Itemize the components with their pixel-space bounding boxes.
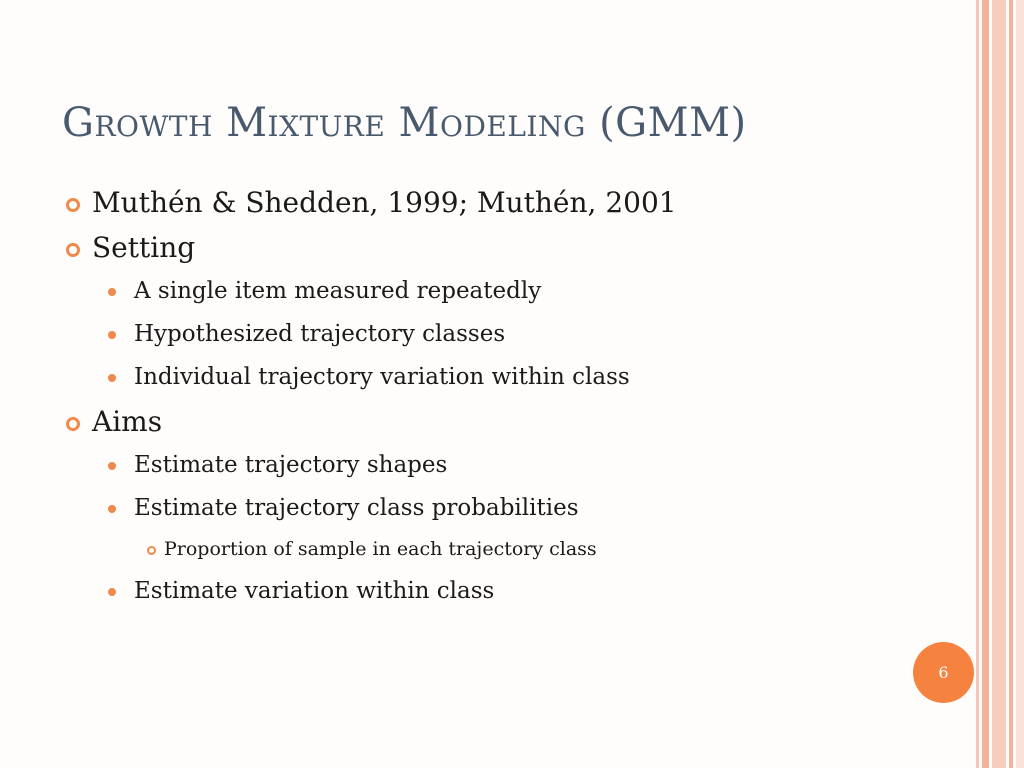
sub-bullet-item [62,276,942,306]
sub-bullet-item [62,576,942,606]
decorative-stripe [982,0,989,768]
dot-bullet-icon [108,462,116,470]
small-ring-bullet-icon [147,546,156,555]
dot-bullet-icon [108,588,116,596]
bullet-item [62,231,942,265]
sub-bullet-item [62,493,942,523]
decorative-stripe [1009,0,1013,768]
decorative-stripe [976,0,979,768]
bullet-item [62,405,942,439]
dot-bullet-icon [108,374,116,382]
bullet-text: Individual trajectory variation within class [134,364,630,390]
bullet-text: Muthén & Shedden, 1999; Muthén, 2001 [92,186,677,219]
bullet-text: Setting [92,231,196,264]
decorative-stripe [1016,0,1024,768]
bullet-text: Estimate variation within class [134,578,495,604]
sub-sub-bullet-item [62,536,942,562]
sub-bullet-item [62,319,942,349]
bullet-text: Estimate trajectory class probabilities [134,495,579,521]
bullet-text: Estimate trajectory shapes [134,452,448,478]
dot-bullet-icon [108,331,116,339]
slide-body [62,186,942,619]
bullet-item [62,186,942,220]
page-number-badge: 6 [913,642,974,703]
ring-bullet-icon [66,417,80,431]
decorative-stripe [992,0,1006,768]
bullet-text: Proportion of sample in each trajectory class [164,538,597,560]
slide-title: Growth Mixture Modeling (GMM) [62,100,747,146]
dot-bullet-icon [108,505,116,513]
sub-bullet-item [62,362,942,392]
bullet-text: A single item measured repeatedly [134,278,542,304]
ring-bullet-icon [66,243,80,257]
bullet-text: Aims [92,405,163,438]
bullet-text: Hypothesized trajectory classes [134,321,506,347]
sub-bullet-item [62,450,942,480]
dot-bullet-icon [108,288,116,296]
ring-bullet-icon [66,198,80,212]
